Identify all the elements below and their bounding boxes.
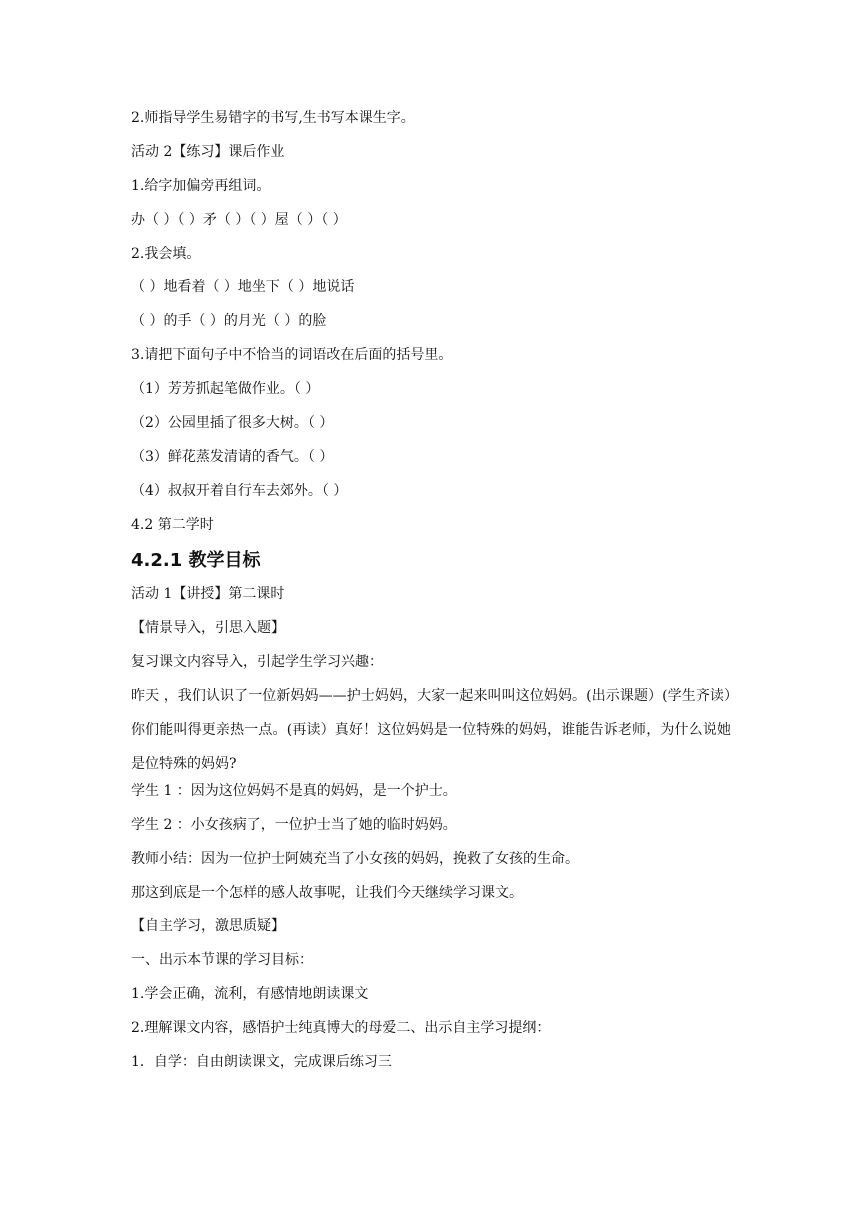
exercise-2-row-2: （ ）的手（ ）的月光（ ）的脸 [131, 313, 327, 330]
text-line: 那这到底是一个怎样的感人故事呢，让我们今天继续学习课文。 [131, 884, 523, 901]
teacher-summary: 教师小结：因为一位护士阿姨充当了小女孩的妈妈，挽救了女孩的生命。 [131, 850, 579, 867]
exercise-3-item-3: （3）鲜花蒸发清请的香气。（ ） [131, 448, 334, 465]
list-heading: 一、出示本节课的学习目标： [131, 952, 313, 969]
exercise-3-item-1: （1）芳芳抓起笔做作业。（ ） [131, 381, 320, 398]
list-item: 1.学会正确，流利，有感情地朗读课文 [131, 986, 369, 1003]
exercise-3-item-4: （4）叔叔开着自行车去郊外。（ ） [131, 482, 348, 499]
exercise-3-item-2: （2）公园里插了很多大树。（ ） [131, 415, 334, 432]
exercise-2-prompt: 2.我会填。 [131, 245, 201, 262]
document-page [131, 108, 731, 1086]
section-label: 4.2 第二学时 [131, 516, 214, 533]
list-item: 1．自学：自由朗读课文，完成课后练习三 [131, 1053, 392, 1070]
student-2-answer: 学生 2 ：小女孩病了，一位护士当了她的临时妈妈。 [131, 816, 457, 833]
exercise-1-prompt: 1.给字加偏旁再组词。 [131, 177, 271, 194]
subsection-title: 【自主学习，激思质疑】 [131, 918, 285, 935]
student-1-answer: 学生 1 ：因为这位妈妈不是真的妈妈，是一个护士。 [131, 782, 457, 799]
text-line: 2.师指导学生易错字的书写,生书写本课生字。 [131, 110, 415, 126]
text-line: 复习课文内容导入，引起学生学习兴趣： [131, 654, 383, 671]
body-paragraph: 昨天 ，我们认识了一位新妈妈——护士妈妈，大家一起来叫叫这位妈妈。(出示课题）(学生齐读）你们能叫得更亲热一点。(再读）真好！这位妈妈是一位特殊的妈妈，谁能告诉老师，为什么说她是位特殊的妈妈? [131, 688, 731, 773]
exercise-2-row-1: （ ）地看着（ ）地坐下（ ）地说话 [131, 279, 355, 296]
activity-1-title: 活动 1【讲授】第二课时 [131, 586, 285, 603]
exercise-3-prompt: 3.请把下面句子中不恰当的词语改在后面的括号里。 [131, 347, 453, 364]
section-heading: 4.2.1 教学目标 [131, 549, 261, 571]
list-item: 2.理解课文内容，感悟护士纯真博大的母爱二、出示自主学习提纲： [131, 1020, 551, 1037]
subsection-title: 【情景导入，引思入题】 [131, 620, 285, 637]
activity-2-title: 活动 2【练习】课后作业 [131, 143, 285, 160]
exercise-1-items: 办（ ）（ ）矛（ ）（ ）屋（ ）（ ） [131, 211, 347, 228]
